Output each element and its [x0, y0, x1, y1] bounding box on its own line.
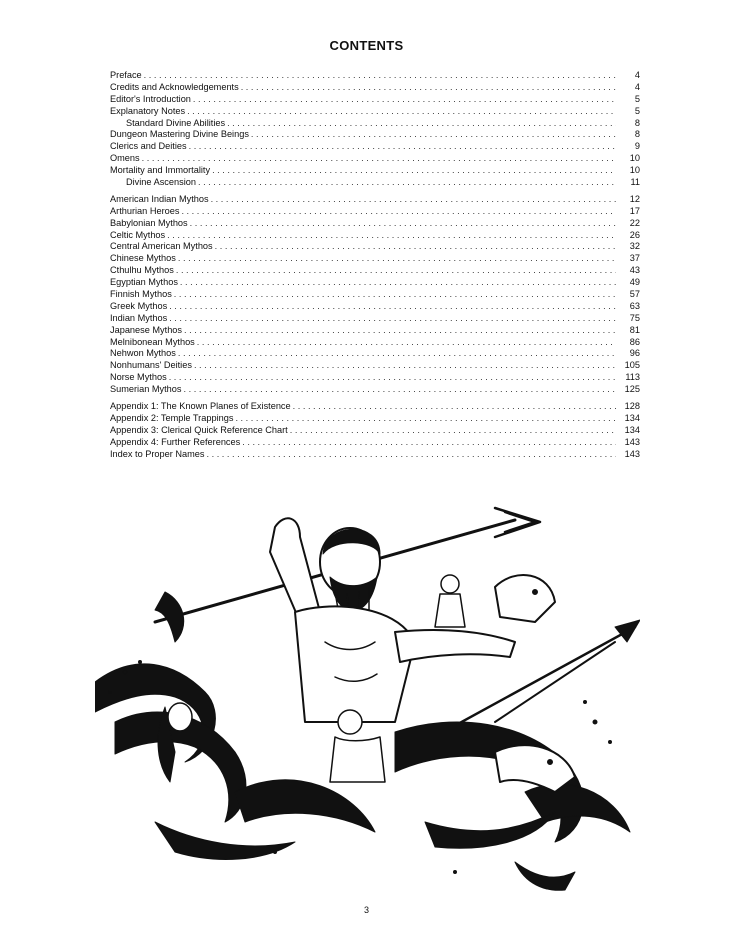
toc-entry-page: 63	[629, 300, 640, 311]
dot-leader	[211, 194, 616, 206]
toc-entry-title: Index to Proper Names	[110, 448, 205, 459]
toc-entry	[110, 348, 640, 360]
toc-entry	[110, 337, 640, 349]
dot-leader	[194, 360, 616, 372]
toc-entry-title: Credits and Acknowledgements	[110, 81, 239, 92]
dot-leader	[197, 337, 616, 349]
toc-entry	[110, 141, 640, 153]
dot-leader	[290, 425, 616, 437]
toc-entry	[110, 325, 640, 337]
toc-entry	[110, 313, 640, 325]
toc-entry-page: 26	[629, 229, 640, 240]
toc-entry-page: 4	[634, 81, 640, 92]
toc-entry-page: 143	[624, 436, 640, 447]
toc-entry-title: Sumerian Mythos	[110, 384, 182, 395]
toc-entry-page: 4	[634, 70, 640, 80]
toc-entry	[110, 384, 640, 396]
toc-entry-page: 9	[634, 141, 640, 152]
toc-entry-title: Melnibonean Mythos	[110, 336, 195, 347]
dot-leader	[212, 165, 616, 177]
toc-entry	[110, 230, 640, 242]
toc-section	[110, 70, 640, 189]
toc-entry	[110, 194, 640, 206]
dot-leader	[167, 230, 616, 242]
toc-entry-page: 134	[624, 412, 640, 423]
page-number: 3	[363, 905, 369, 915]
toc-entry-title: Appendix 4: Further References	[110, 436, 241, 447]
toc-entry	[110, 94, 640, 106]
toc-entry-title: Appendix 1: The Known Planes of Existence	[110, 401, 291, 412]
toc-entry	[110, 360, 640, 372]
toc-entry-page: 11	[630, 177, 640, 188]
toc-entry-page: 57	[629, 289, 640, 300]
toc-entry	[110, 253, 640, 265]
toc-entry	[110, 413, 640, 425]
dot-leader	[169, 301, 616, 313]
toc-entry-title: Egyptian Mythos	[110, 277, 178, 288]
toc-entry-page: 10	[629, 165, 640, 176]
toc-entry-page: 10	[629, 153, 640, 164]
toc-entry-page: 113	[625, 372, 640, 383]
toc-section	[110, 194, 640, 396]
toc-entry	[110, 153, 640, 165]
dot-leader	[184, 325, 616, 337]
toc-entry-title: Explanatory Notes	[110, 105, 186, 116]
dot-leader	[251, 129, 616, 141]
toc-entry	[110, 82, 640, 94]
toc-entry-page: 5	[634, 93, 640, 104]
toc-entry-title: Mortality and Immortality	[110, 165, 211, 176]
toc-entry-title: Japanese Mythos	[110, 324, 183, 335]
toc-entry-page: 49	[629, 277, 640, 288]
toc-entry-page: 125	[624, 384, 640, 395]
toc-entry	[110, 70, 640, 82]
dot-leader	[189, 141, 616, 153]
toc-entry-page: 5	[634, 105, 640, 116]
toc-entry	[110, 218, 640, 230]
toc-entry-title: Central American Mythos	[110, 241, 213, 252]
dot-leader	[206, 449, 616, 461]
toc-entry-page: 75	[629, 312, 640, 323]
toc-entry	[110, 177, 640, 189]
dot-leader	[227, 118, 616, 130]
dot-leader	[184, 384, 617, 396]
dot-leader	[242, 437, 616, 449]
toc-entry	[110, 401, 640, 413]
toc-entry	[110, 301, 640, 313]
toc-entry-page: 143	[624, 448, 640, 459]
dot-leader	[181, 206, 616, 218]
dot-leader	[235, 413, 616, 425]
toc-entry-title: Celtic Mythos	[110, 229, 166, 240]
toc-entry-page: 22	[629, 217, 640, 228]
toc-entry-page: 96	[629, 348, 640, 359]
toc-entry	[110, 165, 640, 177]
toc-entry-page: 17	[629, 205, 640, 216]
dot-leader	[178, 348, 616, 360]
dot-leader	[190, 218, 616, 230]
toc-entry-title: Chinese Mythos	[110, 253, 176, 264]
toc-entry-title: Greek Mythos	[110, 300, 168, 311]
toc-entry-title: Dungeon Mastering Divine Beings	[110, 129, 249, 140]
toc-entry	[110, 277, 640, 289]
toc-entry-page: 128	[624, 401, 640, 412]
toc-entry-page: 32	[629, 241, 640, 252]
dot-leader	[187, 106, 616, 118]
toc-entry-title: Cthulhu Mythos	[110, 265, 174, 276]
toc-entry	[110, 425, 640, 437]
toc-entry-title: Nonhumans' Deities	[110, 360, 192, 371]
sea-god-illustration	[95, 492, 640, 894]
toc-entry-title: American Indian Mythos	[110, 193, 209, 204]
toc-entry	[110, 206, 640, 218]
table-of-contents	[110, 70, 640, 466]
dot-leader	[215, 241, 616, 253]
toc-section	[110, 401, 640, 460]
toc-entry-page: 43	[629, 265, 640, 276]
toc-entry-title: Babylonian Mythos	[110, 217, 188, 228]
toc-entry-title: Preface	[110, 70, 142, 80]
toc-entry	[110, 106, 640, 118]
dot-leader	[178, 253, 616, 265]
toc-entry-title: Indian Mythos	[110, 312, 168, 323]
toc-entry	[110, 289, 640, 301]
toc-entry	[110, 118, 640, 130]
toc-entry-page: 86	[629, 336, 640, 347]
toc-entry-page: 8	[634, 129, 640, 140]
toc-entry-page: 37	[629, 253, 640, 264]
dot-leader	[142, 153, 616, 165]
dot-leader	[193, 94, 616, 106]
dot-leader	[293, 401, 616, 413]
toc-entry-page: 81	[629, 324, 640, 335]
toc-entry-title: Appendix 3: Clerical Quick Reference Chart	[110, 424, 288, 435]
toc-entry-title: Finnish Mythos	[110, 289, 172, 300]
toc-entry-title: Appendix 2: Temple Trappings	[110, 412, 234, 423]
dot-leader	[174, 289, 616, 301]
toc-entry-title: Arthurian Heroes	[110, 205, 180, 216]
toc-entry-page: 8	[634, 117, 640, 128]
toc-entry-page: 134	[624, 424, 640, 435]
dot-leader	[241, 82, 616, 94]
toc-entry-title: Editor's Introduction	[110, 93, 191, 104]
toc-entry-title: Clerics and Deities	[110, 141, 187, 152]
dot-leader	[198, 177, 616, 189]
dot-leader	[176, 265, 616, 277]
toc-entry	[110, 372, 640, 384]
toc-entry-title: Nehwon Mythos	[110, 348, 176, 359]
toc-entry-title: Divine Ascension	[126, 177, 196, 188]
toc-entry	[110, 241, 640, 253]
dot-leader	[144, 70, 616, 82]
toc-entry-title: Norse Mythos	[110, 372, 167, 383]
toc-entry	[110, 437, 640, 449]
toc-entry	[110, 129, 640, 141]
toc-entry	[110, 449, 640, 461]
toc-entry-title: Omens	[110, 153, 140, 164]
dot-leader	[169, 372, 616, 384]
page-title: CONTENTS	[329, 38, 404, 53]
toc-entry-page: 105	[624, 360, 640, 371]
toc-entry-page: 12	[629, 193, 640, 204]
dot-leader	[169, 313, 616, 325]
dot-leader	[180, 277, 616, 289]
toc-entry-title: Standard Divine Abilities	[126, 117, 226, 128]
toc-entry	[110, 265, 640, 277]
